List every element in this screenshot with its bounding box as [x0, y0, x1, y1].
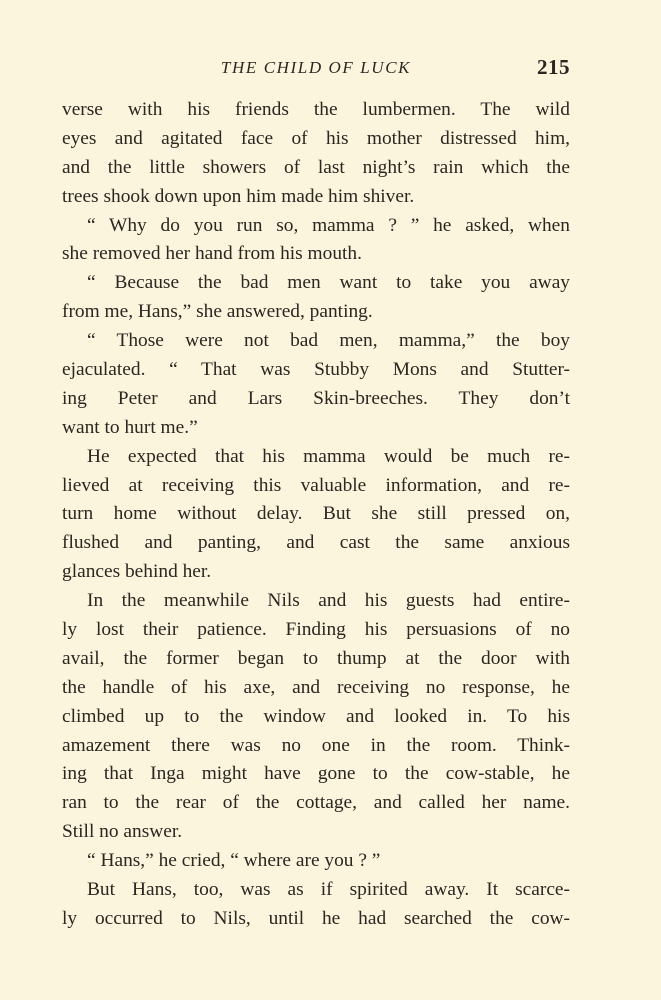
- text-line: from me, Hans,” she answered, panting.: [62, 301, 373, 323]
- text-line: and the little showers of last night’s rain which the: [62, 156, 570, 178]
- text-line: glances behind her.: [62, 561, 212, 583]
- text-line: she removed her hand from his mouth.: [62, 243, 362, 265]
- text-line: “ Those were not bad men, mamma,” the boy: [87, 330, 570, 352]
- text-line: But Hans, too, was as if spirited away. It scarce-: [87, 879, 570, 901]
- text-line: eyes and agitated face of his mother distressed him,: [62, 127, 570, 149]
- text-line: In the meanwhile Nils and his guests had entire-: [87, 590, 570, 612]
- text-line: ing that Inga might have gone to the cow-stable, he: [62, 763, 570, 785]
- text-line: ing Peter and Lars Skin-breeches. They don’t: [62, 387, 570, 409]
- text-line: want to hurt me.”: [62, 416, 198, 438]
- text-line: turn home without delay. But she still pressed on,: [62, 503, 570, 525]
- text-line: the handle of his axe, and receiving no response, he: [62, 676, 570, 698]
- text-line: ejaculated. “ That was Stubby Mons and Stutter-: [62, 359, 570, 381]
- text-line: “ Hans,” he cried, “ where are you ? ”: [87, 850, 381, 872]
- text-line: trees shook down upon him made him shiver.: [62, 185, 415, 207]
- text-line: ran to the rear of the cottage, and called her name.: [62, 792, 570, 814]
- text-line: Still no answer.: [62, 821, 183, 843]
- text-line: avail, the former began to thump at the door with: [62, 647, 570, 669]
- text-line: “ Why do you run so, mamma ? ” he asked, when: [87, 214, 570, 236]
- text-line: flushed and panting, and cast the same anxious: [62, 532, 570, 554]
- text-line: verse with his friends the lumbermen. The wild: [62, 99, 570, 120]
- running-head: [62, 56, 570, 82]
- text-line: He expected that his mamma would be much re-: [87, 445, 570, 467]
- text-line: climbed up to the window and looked in. To his: [62, 705, 570, 727]
- running-title: THE CHILD OF LUCK: [220, 58, 412, 77]
- body-text: [62, 96, 570, 934]
- text-line: ly lost their patience. Finding his persuasions of no: [62, 619, 570, 641]
- text-line: lieved at receiving this valuable information, and re-: [62, 474, 570, 496]
- page-number: 215: [537, 55, 570, 79]
- text-line: amazement there was no one in the room. Think-: [62, 734, 570, 756]
- text-line: ly occurred to Nils, until he had searched the cow-: [62, 907, 570, 929]
- text-line: “ Because the bad men want to take you away: [87, 272, 570, 294]
